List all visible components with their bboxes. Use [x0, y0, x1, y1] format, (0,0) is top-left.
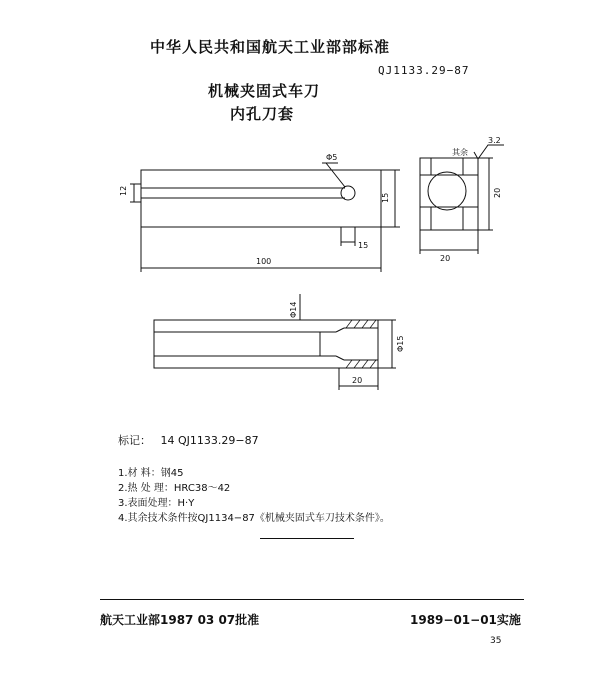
dim-15-bottom: 15 [358, 241, 369, 250]
requirement-2: 2.热 处 理：HRC38～42 [118, 483, 231, 494]
separator-rule [260, 538, 354, 539]
footer-rule [100, 599, 524, 600]
approval-date: 航天工业部1987 03 07批准 [100, 613, 260, 627]
marking-label: 标记： [118, 434, 151, 447]
dim-20-end: 20 [440, 254, 451, 263]
effective-date: 1989−01−01实施 [410, 613, 521, 627]
dim-20-section: 20 [352, 376, 363, 385]
dim-phi14: Φ14 [289, 301, 298, 318]
standard-code: QJ1133.29−87 [378, 64, 470, 77]
dim-20-height: 20 [493, 187, 502, 198]
dim-phi15: Φ15 [396, 335, 405, 352]
document-subtitle: 内孔刀套 [230, 105, 295, 123]
requirement-4: 4.其余技术条件按QJ1134−87《机械夹固式车刀技术条件》。 [118, 513, 390, 524]
requirement-1: 1.材 料：钢45 [118, 468, 184, 479]
section-view-body [154, 320, 378, 368]
other-roughness-label: 其余 [452, 148, 468, 157]
marking-line [118, 432, 259, 448]
marking-example: 14 QJ1133.29−87 [160, 434, 259, 447]
roughness-value: 3.2 [488, 136, 501, 145]
page-number: 35 [490, 636, 502, 646]
document-title: 机械夹固式车刀 [208, 82, 321, 100]
front-view-hole [341, 186, 355, 200]
requirement-3: 3.表面处理：H·Y [118, 498, 195, 509]
dim-100: 100 [256, 257, 272, 266]
end-view-bore [428, 172, 466, 210]
dim-15-right: 15 [381, 192, 390, 203]
header-organization: 中华人民共和国航天工业部部标准 [150, 38, 391, 56]
dim-12: 12 [119, 185, 128, 196]
dim-phi5: Φ5 [326, 153, 338, 162]
